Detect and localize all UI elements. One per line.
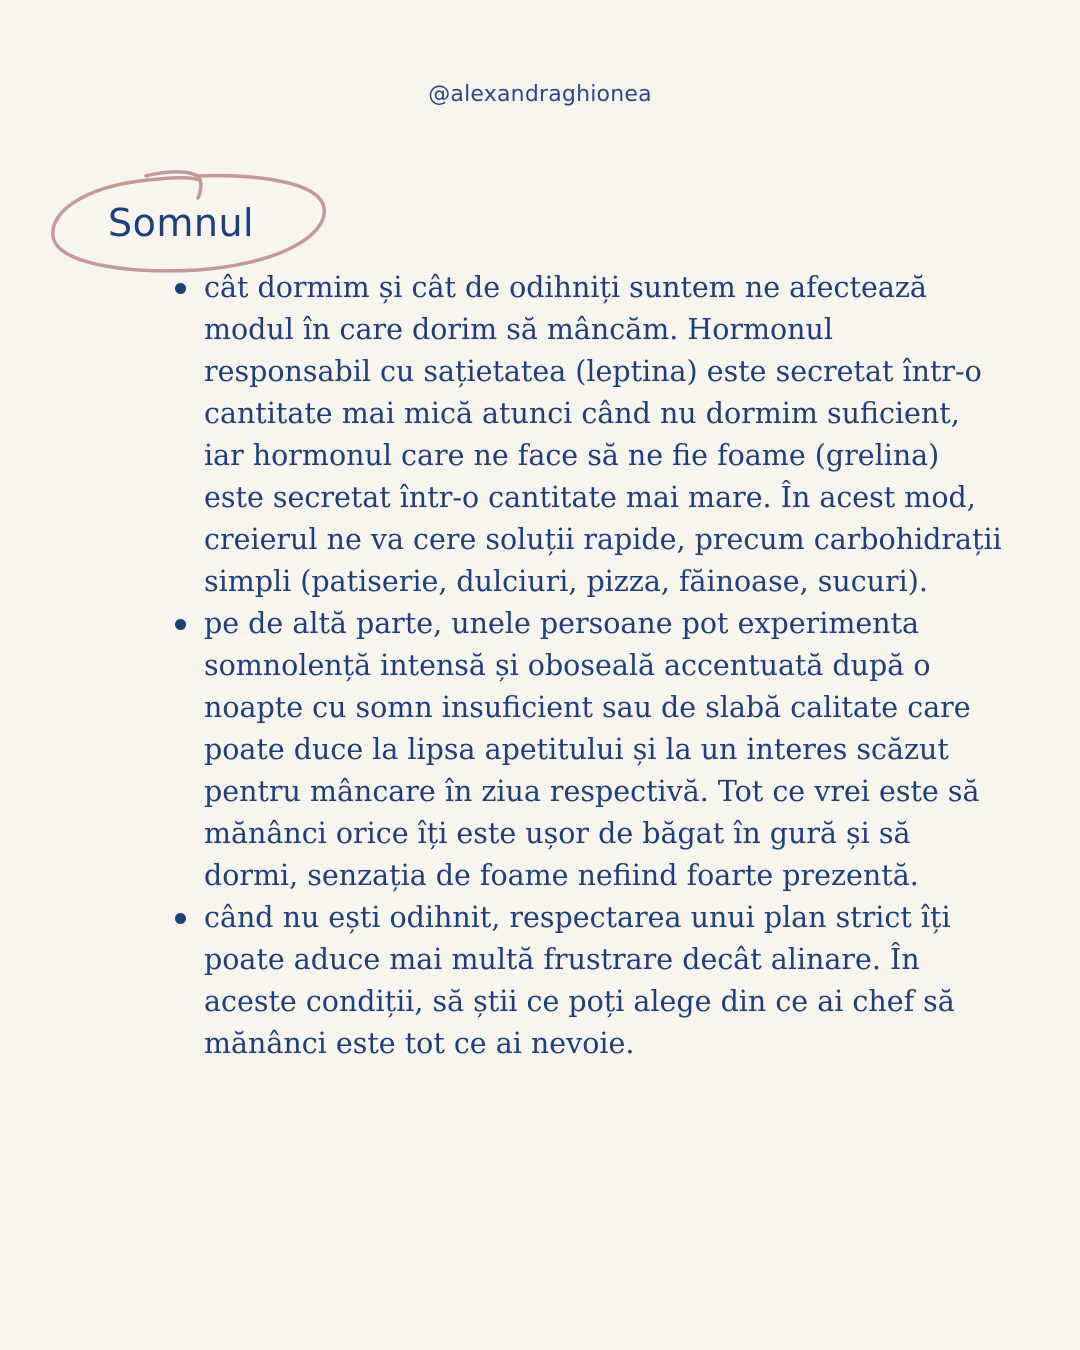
author-handle: @alexandraghionea [428, 82, 652, 107]
list-item [204, 603, 1004, 897]
bullet-dot-icon [175, 619, 186, 630]
section-title-group [48, 168, 333, 280]
bullet-dot-icon [175, 283, 186, 294]
section-title: Somnul [108, 201, 255, 245]
list-item-text: pe de altă parte, unele persoane pot experimenta somnolență intensă și oboseală accentuată după o noapte cu somn insuficient sau de slabă calitate care poate duce la lipsa apetitului și la un interes scăzut pentru mâncare în ziua respectivă. Tot ce vrei este să mănânci orice îți este ușor de băgat în gură și să dormi, senzația de foame nefiind foarte prezentă. [204, 607, 980, 892]
bullet-list [204, 267, 1004, 1065]
list-item-text: cât dormim și cât de odihniți suntem ne afectează modul în care dorim să mâncăm. Hormonul responsabil cu sațietatea (leptina) este secretat într-o cantitate mai mică atunci când nu dormim suficient, iar hormonul care ne face să ne fie foame (grelina) este secretat într-o cantitate mai mare. În acest mod, creierul ne va cere soluții rapide, precum carbohidrații simpli (patiserie, dulciuri, pizza, făinoase, sucuri). [204, 271, 1002, 598]
list-item [204, 267, 1004, 603]
list-item-text: când nu ești odihnit, respectarea unui plan strict îți poate aduce mai multă frustrare decât alinare. În aceste condiții, să știi ce poți alege din ce ai chef să mănânci este tot ce ai nevoie. [204, 901, 955, 1060]
list-item [204, 897, 1004, 1065]
bullet-dot-icon [175, 913, 186, 924]
